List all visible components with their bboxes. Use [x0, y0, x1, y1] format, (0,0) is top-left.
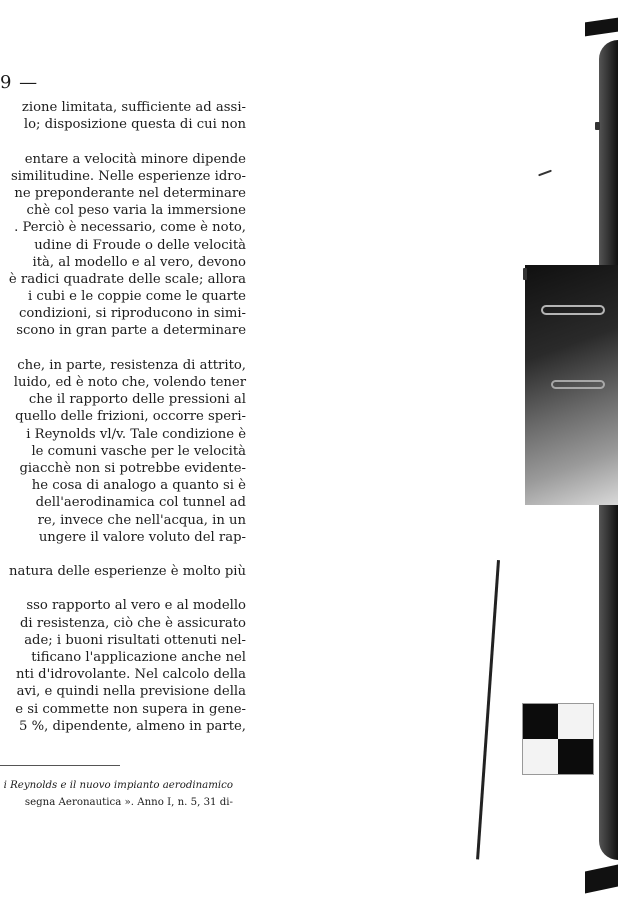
body-text-line: che, in parte, resistenza di attrito, — [17, 357, 246, 373]
body-text-line: tificano l'applicazione anche nel — [31, 650, 246, 665]
checker-square — [523, 739, 558, 774]
footnote-line: i Reynolds e il nuovo impianto aerodinamico — [3, 780, 233, 791]
body-text-line: e si commette non supera in gene- — [15, 701, 246, 717]
photograph-plate — [495, 0, 618, 900]
body-text-line: re, invece che nell'acqua, in un — [37, 512, 246, 528]
page-number: 9 — — [0, 72, 39, 93]
footnote-divider — [0, 765, 120, 766]
body-text-line: ungere il valore voluto del rap- — [38, 529, 246, 545]
body-text-line: giacchè non si potrebbe evidente- — [19, 460, 246, 476]
checker-square — [558, 704, 593, 739]
body-text-line: quello delle frizioni, occorre speri- — [15, 409, 246, 425]
body-text-line: luido, ed è noto che, volendo tener — [13, 375, 246, 390]
body-text-line: sso rapporto al vero e al modello — [26, 598, 246, 614]
hull-outline — [476, 560, 500, 859]
body-text-line: entare a velocità minore dipende — [24, 151, 246, 167]
plate-edge-top — [585, 18, 618, 37]
checker-square — [558, 739, 593, 774]
body-text-line: natura delle esperienze è molto più — [8, 564, 246, 580]
body-text-line: condizioni, si riproducono in simi- — [18, 306, 246, 322]
footnote — [0, 777, 233, 811]
body-text-line: nti d'idrovolante. Nel calcolo della — [15, 667, 246, 683]
footnote-line: segna Aeronautica ». Anno I, n. 5, 31 di- — [24, 797, 233, 809]
body-text-line: le comuni vasche per le velocità — [31, 443, 246, 459]
speck — [595, 122, 600, 130]
photo-highlight — [551, 380, 605, 389]
plate-edge-bottom — [585, 864, 618, 893]
body-text-line: 5 %, dipendente, almeno in parte, — [19, 718, 246, 734]
body-text-line: di resistenza, ciò che è assicurato — [19, 615, 246, 631]
speck — [538, 170, 552, 177]
body-text — [0, 99, 246, 735]
body-text-line: similitudine. Nelle esperienze idro- — [11, 168, 246, 184]
body-text-line: i Reynolds vl/v. Tale condizione è — [26, 426, 246, 442]
body-text-line: zione limitata, sufficiente ad assi- — [21, 100, 246, 115]
body-text-line: scono in gran parte a determinare — [16, 323, 246, 339]
body-text-line: è radici quadrate delle scale; allora — [8, 271, 246, 287]
paragraph-gap — [0, 580, 246, 597]
body-text-line: chè col peso varia la immersione — [26, 203, 246, 219]
paragraph-gap — [0, 133, 246, 150]
body-text-line: ne preponderante nel determinare — [14, 185, 246, 201]
body-text-line: i cubi e le coppie come le quarte — [27, 289, 246, 305]
paragraph-gap — [0, 340, 246, 357]
body-text-line: . Perciò è necessario, come è noto, — [14, 220, 246, 236]
paragraph-gap — [0, 546, 246, 563]
photo-highlight — [541, 305, 605, 315]
body-text-line: avi, e quindi nella previsione della — [16, 684, 246, 700]
checkerboard-target-icon — [522, 703, 594, 775]
body-text-line: dell'aerodinamica col tunnel ad — [35, 495, 246, 511]
speck — [523, 268, 527, 280]
body-text-line: che il rapporto delle pressioni al — [28, 392, 246, 408]
body-text-line: udine di Froude o delle velocità — [34, 237, 246, 253]
body-text-line: ade; i buoni risultati ottenuti nel- — [24, 632, 246, 648]
checker-square — [523, 704, 558, 739]
body-text-line: he cosa di analogo a quanto si è — [31, 478, 246, 494]
body-text-line: ità, al modello e al vero, devono — [32, 254, 246, 270]
body-text-line: lo; disposizione questa di cui non — [23, 117, 246, 133]
